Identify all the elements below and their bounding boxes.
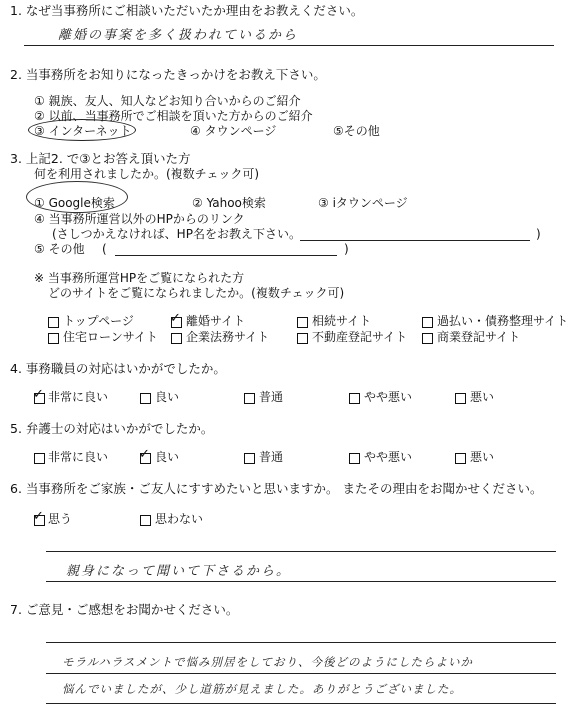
q5-checkbox-average[interactable] [244,453,255,464]
site-checkbox-debt[interactable] [422,317,433,328]
site-checkbox-top[interactable] [48,317,59,328]
q4-checkmark-very-good: ✓ [33,387,44,402]
q3-link-close-paren: ) [536,227,541,241]
q6-checkbox-no[interactable] [140,515,151,526]
q6-answer-line-top [46,551,556,552]
q3-option-link[interactable]: ④ 当事務所運営以外のHPからのリンク [34,212,245,226]
site-label-mortgage: 住宅ローンサイト [63,330,158,344]
q3-link-blank[interactable] [300,240,530,241]
q4-label-bad: 悪い [470,390,495,404]
site-checkbox-inheritance[interactable] [297,317,308,328]
q5-checkbox-very-good[interactable] [34,453,45,464]
q3-other-close-paren: ) [344,242,349,256]
q1-answer-line [24,45,554,46]
q4-checkbox-somewhat-bad[interactable] [349,393,360,404]
q6-label-yes: 思う [48,512,73,526]
site-checkbox-real-estate[interactable] [297,333,308,344]
site-checkbox-corporate[interactable] [171,333,182,344]
q2-question: 2. 当事務所をお知りになったきっかけをお教え下さい。 [10,67,326,82]
q5-label-very-good: 非常に良い [48,450,109,464]
q3-sites-question-line-2: どのサイトをご覧になられましたか。(複数チェック可) [48,286,345,300]
q3-option-itownpage[interactable]: ③ iタウンページ [318,196,408,210]
q4-checkbox-good[interactable] [140,393,151,404]
site-checkbox-mortgage[interactable] [48,333,59,344]
q7-answer-line-1-text[interactable]: モラルハラスメントで悩み別居をしており、今後どのようにしたらよいか [62,655,474,669]
q7-question: 7. ご意見・ご感想をお聞かせください。 [10,602,239,617]
q7-answer-line-2 [46,673,556,674]
q3-option-google[interactable]: ① Google検索 [34,196,115,210]
q4-checkbox-average[interactable] [244,393,255,404]
q5-checkmark-good: ✓ [139,447,150,462]
q4-label-average: 普通 [259,390,284,404]
site-label-real-estate: 不動産登記サイト [312,330,408,344]
q5-label-somewhat-bad: やや悪い [364,450,413,464]
site-label-inheritance: 相続サイト [312,314,372,328]
q3-question-line-2: 何を利用されましたか。(複数チェック可) [34,167,260,181]
site-label-debt: 過払い・債務整理サイト [437,314,569,328]
q5-question: 5. 弁護士の対応はいかがでしたか。 [10,421,214,436]
q2-option-5[interactable]: ⑤その他 [333,124,380,138]
site-checkbox-commercial[interactable] [422,333,433,344]
q2-option-2[interactable]: ② 以前、当事務所でご相談を頂いた方からのご紹介 [34,109,313,123]
q6-checkmark-yes: ✓ [33,509,44,524]
q4-label-very-good: 非常に良い [48,390,109,404]
q2-option-4[interactable]: ④ タウンページ [190,124,277,138]
site-label-commercial: 商業登記サイト [437,330,521,344]
q7-answer-line-2-text[interactable]: 悩んでいましたが、少し道筋が見えました。ありがとうございました。 [62,682,462,696]
q5-checkbox-bad[interactable] [455,453,466,464]
q4-label-somewhat-bad: やや悪い [364,390,413,404]
q3-other-open-paren: ( [102,242,107,256]
q4-label-good: 良い [155,390,180,404]
site-checkmark-divorce: ✓ [170,311,181,326]
site-label-corporate: 企業法務サイト [186,330,270,344]
q6-label-no: 思わない [155,512,204,526]
q6-answer[interactable]: 親身になって聞いて下さるから。 [66,564,292,579]
q1-answer[interactable]: 離婚の事案を多く扱われているから [58,28,299,43]
q7-answer-line-1 [46,642,556,643]
q3-link-note: (さしつかえなければ、HP名をお教え下さい。 [52,227,301,241]
q3-other-blank[interactable] [115,255,337,256]
q3-option-other[interactable]: ⑤ その他 [34,242,85,256]
q3-sites-question-line-1: ※ 当事務所運営HPをご覧になられた方 [34,271,245,285]
q5-label-good: 良い [155,450,180,464]
q4-checkbox-bad[interactable] [455,393,466,404]
site-label-divorce: 離婚サイト [186,314,246,328]
q3-google-selection-circle [26,181,128,213]
q1-question: 1. なぜ当事務所にご相談いただいたか理由をお教えください。 [10,3,364,18]
q2-option-1[interactable]: ① 親族、友人、知人などお知り合いからのご紹介 [34,94,301,108]
q2-option-3[interactable]: ③ インターネット [34,124,132,138]
q5-checkbox-somewhat-bad[interactable] [349,453,360,464]
q6-answer-line-bottom [46,581,556,582]
q2-option-3-selection-circle [28,119,136,141]
q3-option-yahoo[interactable]: ② Yahoo検索 [192,196,266,210]
q4-question: 4. 事務職員の対応はいかがでしたか。 [10,361,226,376]
q7-answer-line-3 [46,703,556,704]
q5-label-average: 普通 [259,450,284,464]
q6-question: 6. 当事務所をご家族・ご友人にすすめたいと思いますか。 またその理由をお聞かせください。 [10,481,543,496]
site-label-top: トップページ [63,314,134,328]
q3-question-line-1: 3. 上記2. で③とお答え頂いた方 [10,151,191,166]
q5-label-bad: 悪い [470,450,495,464]
